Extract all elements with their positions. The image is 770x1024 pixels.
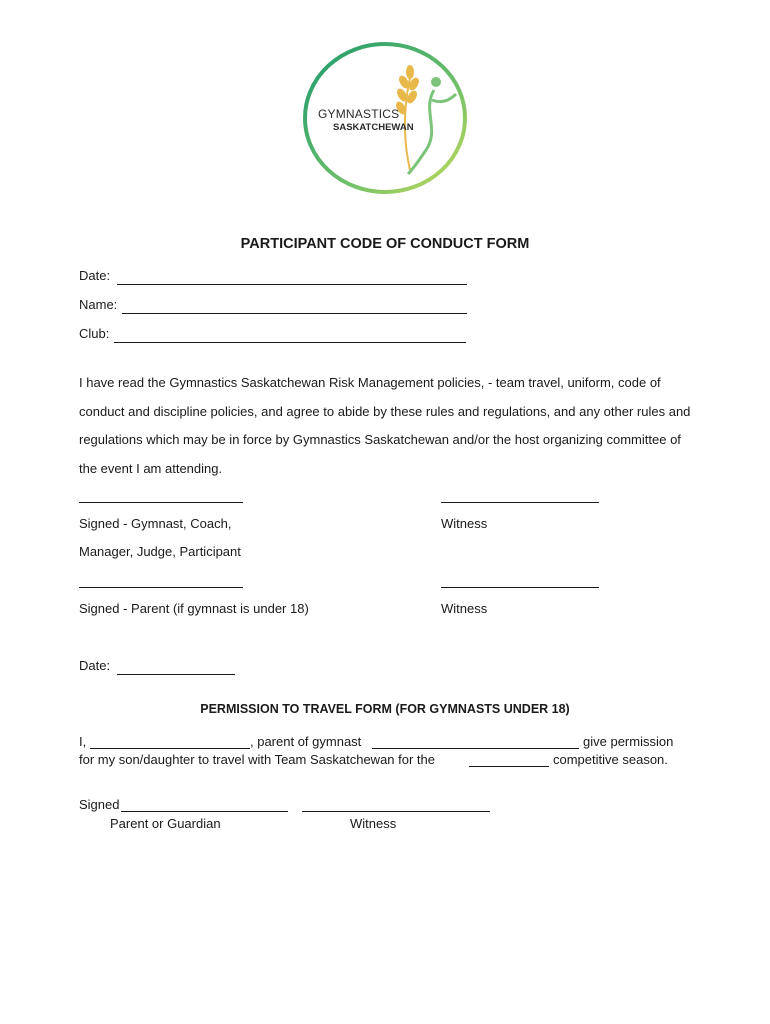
- travel-signed-label: Signed: [79, 797, 120, 812]
- logo-text-gymnastics: GYMNASTICS: [318, 107, 400, 121]
- logo-text-saskatchewan: SASKATCHEWAN: [333, 122, 414, 133]
- travel-i-label: I,: [79, 734, 87, 749]
- page-title: PARTICIPANT CODE OF CONDUCT FORM: [240, 236, 530, 252]
- date2-field[interactable]: [117, 674, 235, 675]
- agreement-paragraph: I have read the Gymnastics Saskatchewan Risk Management policies, - team travel, uniform, code of conduct and discipline policies, and agree to abide by these rules and regulations, and any other rules and regulations which may be in force by Gymnastics Saskatchewan and/or the host organizing committee of the event I am attending.: [79, 375, 691, 476]
- signed-gymnast-label: Signed - Gymnast, Coach,: [79, 516, 232, 531]
- competitive-season-text: competitive season.: [553, 752, 668, 767]
- guardian-signature-line[interactable]: [121, 811, 288, 812]
- signed-parent-label: Signed - Parent (if gymnast is under 18): [79, 601, 309, 616]
- club-field[interactable]: [114, 342, 466, 343]
- give-permission-text: give permission: [583, 734, 674, 749]
- parent-guardian-label: Parent or Guardian: [110, 816, 221, 831]
- date2-label: Date:: [79, 658, 111, 673]
- parent-of-gymnast-text: , parent of gymnast: [250, 734, 362, 749]
- parent-signature-line[interactable]: [79, 587, 243, 588]
- name-label: Name:: [79, 297, 118, 312]
- date-label: Date:: [79, 268, 111, 283]
- travel-witness-signature-line[interactable]: [302, 811, 490, 812]
- gymnast-signature-line[interactable]: [79, 502, 243, 503]
- travel-witness-label: Witness: [350, 816, 397, 831]
- witness-label-2: Witness: [441, 601, 488, 616]
- parent-name-field[interactable]: [90, 748, 250, 749]
- witness-signature-line-2[interactable]: [441, 587, 599, 588]
- travel-form-title: PERMISSION TO TRAVEL FORM (FOR GYMNASTS UNDER 18): [200, 702, 570, 716]
- date-field[interactable]: [117, 284, 467, 285]
- gymnast-name-field[interactable]: [372, 748, 579, 749]
- witness-label-1: Witness: [441, 516, 488, 531]
- witness-signature-line-1[interactable]: [441, 502, 599, 503]
- signed-gymnast-label-2: Manager, Judge, Participant: [79, 544, 241, 559]
- season-field[interactable]: [469, 766, 549, 767]
- name-field[interactable]: [122, 313, 467, 314]
- club-label: Club:: [79, 326, 110, 341]
- travel-line2-text: for my son/daughter to travel with Team Saskatchewan for the: [79, 752, 435, 767]
